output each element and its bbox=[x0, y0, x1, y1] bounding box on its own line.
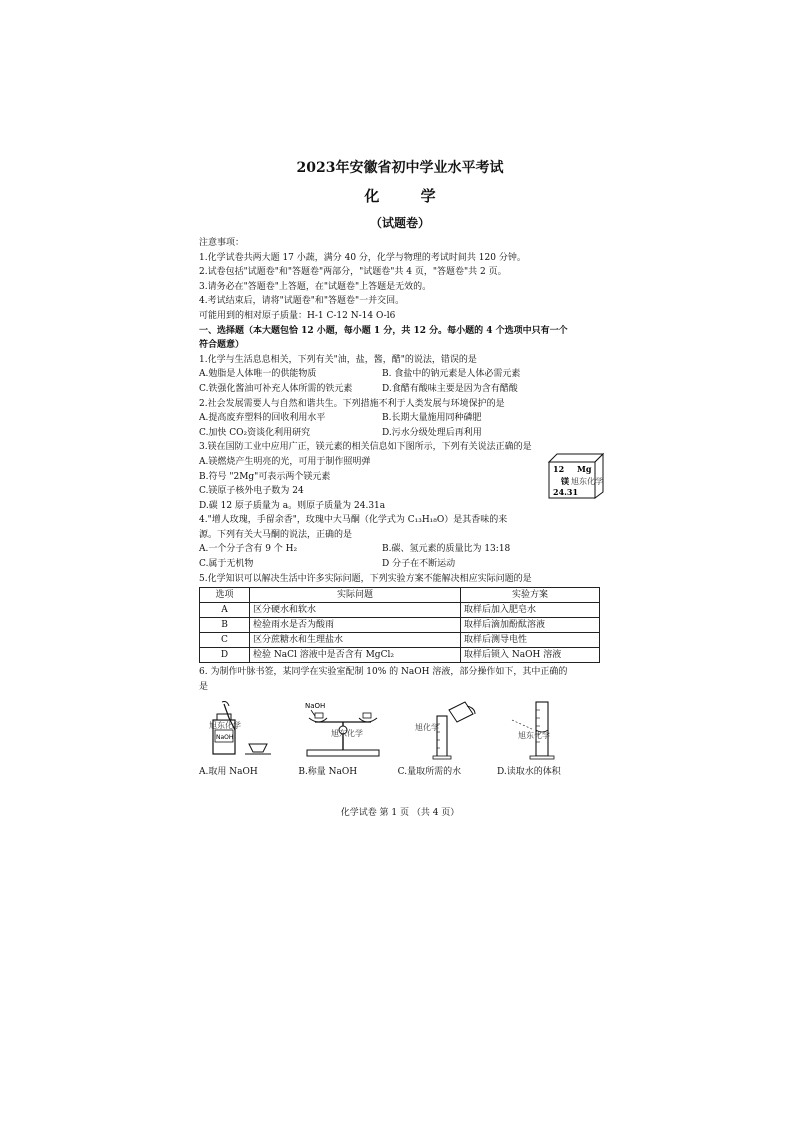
reagent-bottle-figure bbox=[205, 700, 285, 762]
table-cell: D bbox=[200, 648, 250, 663]
atomic-mass-line: 可能用到的相对原子质量：H-1 C-12 N-14 O-l6 bbox=[199, 310, 396, 321]
question-stem-cont: 源。下列有关大马酮的说法，正确的是 bbox=[199, 529, 353, 540]
section-heading-cont: 符合题意） bbox=[199, 340, 245, 351]
watermark: 旭东化学 bbox=[571, 477, 603, 487]
element-mass: 24.31 bbox=[553, 487, 579, 498]
table-cell: 检验 NaCl 溶液中是否含有 MgCl₂ bbox=[250, 648, 461, 663]
table-row bbox=[200, 603, 600, 618]
question-3 bbox=[199, 440, 601, 513]
figure-caption: C.量取所需的水 bbox=[397, 767, 462, 778]
element-symbol: Mg bbox=[577, 464, 592, 475]
question-4 bbox=[199, 513, 601, 571]
table-cell: 取样后锁入 NaOH 溶液 bbox=[461, 648, 600, 663]
figure-b bbox=[298, 700, 390, 779]
table-row bbox=[200, 618, 600, 633]
option-d: D.污水分级处理后再利用 bbox=[382, 427, 482, 438]
figure-a bbox=[199, 700, 291, 779]
watermark: 旭东化学 bbox=[331, 729, 364, 739]
question-stem: 3.镁在国防工业中应用广正，镁元素的相关信息如下图所示，下列有关说法正确的是 bbox=[199, 442, 532, 453]
paper-type: （试题卷） bbox=[369, 216, 430, 230]
option-a: A.镁燃烧产生明亮的光，可用于制作照明弹 bbox=[199, 456, 371, 467]
table-header: 选项 bbox=[200, 588, 250, 603]
exam-title: 2023年安徽省初中学业水平考试 bbox=[296, 160, 504, 176]
note-item: 3.请务必在"答题卷"上答题，在"试题卷"上答题是无效的。 bbox=[199, 281, 432, 292]
table-cell: 取样后滴加酚酞溶液 bbox=[461, 618, 600, 633]
question-5 bbox=[199, 572, 601, 664]
table-cell: A bbox=[200, 603, 250, 618]
question-stem-cont: 是 bbox=[199, 681, 209, 692]
figure-d bbox=[497, 700, 589, 779]
notes-section bbox=[199, 236, 601, 324]
figure-caption: A.取用 NaOH bbox=[199, 767, 258, 778]
note-item: 4.考试结束后，请将"试题卷"和"答题卷"一并交回。 bbox=[199, 296, 405, 307]
table-row bbox=[200, 633, 600, 648]
pouring-figure bbox=[409, 700, 479, 762]
exam-page bbox=[199, 158, 601, 818]
question-stem: 4."增人玫瑰，手留余香"，玫瑰中大马酮（化学式为 C₁₃H₁₈O）是其香味的来 bbox=[199, 515, 508, 526]
question-2 bbox=[199, 397, 601, 441]
option-d: D.碳 12 原子质量为 a。则原子质量为 24.31a bbox=[199, 500, 386, 511]
watermark: 旭化学 bbox=[414, 723, 439, 733]
question-stem: 2.社会发展需要人与自然和谐共生。下列措施不利于人类发展与环境保护的是 bbox=[199, 398, 505, 409]
bottle-label: NaOH bbox=[216, 734, 234, 742]
option-b: B.碳、氢元素的质量比为 13:18 bbox=[382, 544, 511, 555]
element-name: 镁 bbox=[561, 477, 569, 487]
subject-title: 化 学 bbox=[364, 187, 454, 205]
option-a: A.一个分子含有 9 个 H₂ bbox=[199, 544, 298, 555]
option-b: B. 食盐中的钠元素是人体必需元素 bbox=[382, 369, 521, 380]
question-1 bbox=[199, 353, 601, 397]
option-c: C.铁强化酱油可补充人体所需的铁元素 bbox=[199, 383, 353, 394]
table-header: 实验方案 bbox=[461, 588, 600, 603]
table-cell: 区分蔗糖水和生理盐水 bbox=[250, 633, 461, 648]
question-stem: 6. 为制作叶脉书签，某同学在实验室配制 10% 的 NaOH 溶液，部分操作如下，其中正确的 bbox=[199, 667, 568, 678]
experiment-table bbox=[199, 587, 600, 663]
option-c: C.属于无机物 bbox=[199, 559, 254, 570]
figure-caption: D.读取水的体积 bbox=[496, 767, 561, 778]
table-cell: 区分硬水和软水 bbox=[250, 603, 461, 618]
balance-figure bbox=[301, 700, 387, 762]
option-c: C.镁原子核外电子数为 24 bbox=[199, 486, 304, 497]
note-item: 2.试卷包括"试题卷"和"答题卷"两部分，"试题卷"共 4 页，"答题卷"共 2 页。 bbox=[199, 267, 507, 278]
watermark: 旭东化学 bbox=[517, 731, 550, 741]
question-6 bbox=[199, 665, 601, 779]
notes-heading: 注意事项： bbox=[199, 238, 245, 248]
table-header-row bbox=[200, 588, 600, 603]
note-item: 1.化学试卷共两大题 17 小蔬，满分 40 分，化学与物理的考试时间共 120 分钟。 bbox=[199, 252, 526, 263]
option-a: A.提高废弃塑料的回收利用水平 bbox=[199, 413, 326, 424]
watermark: 旭东化学 bbox=[209, 721, 241, 731]
figure-caption: B.称量 NaOH bbox=[298, 767, 358, 778]
element-cell-magnesium bbox=[547, 452, 605, 500]
option-c: C.加快 CO₂资谈化利用研究 bbox=[199, 427, 311, 438]
section-heading: 一、选择题（本大题包恰 12 小题，每小题 1 分，共 12 分。每小题的 4 个选项中只有一个 bbox=[199, 325, 568, 336]
option-b: B.长期大量施用同种磷肥 bbox=[382, 413, 482, 424]
element-number: 12 bbox=[553, 464, 565, 475]
table-row bbox=[200, 648, 600, 663]
option-b: B.符号 "2Mg"可表示两个镁元素 bbox=[199, 471, 331, 482]
page-footer: 化学试卷 第 1 页 （共 4 页） bbox=[340, 808, 460, 819]
table-cell: B bbox=[200, 618, 250, 633]
graduated-cylinder-figure bbox=[508, 700, 578, 762]
option-d: D 分子在不断运动 bbox=[382, 559, 456, 570]
option-d: D.食醋有酸味主要是因为含有醋酸 bbox=[382, 383, 518, 394]
table-header: 实际问题 bbox=[250, 588, 461, 603]
option-a: A.勉脂是人体唯一的供能物质 bbox=[199, 369, 317, 380]
question-stem: 5.化学知识可以解决生活中许多实际问题，下列实验方案不能解决相应实际问题的是 bbox=[199, 573, 532, 584]
table-cell: 取样后加入肥皂水 bbox=[461, 603, 600, 618]
figure-row bbox=[199, 700, 589, 779]
table-cell: 检验雨水是否为酸雨 bbox=[250, 618, 461, 633]
figure-c bbox=[398, 700, 490, 779]
table-cell: C bbox=[200, 633, 250, 648]
question-stem: 1.化学与生活息息相关，下列有关"油，盐，酱，醋"的说法，错误的是 bbox=[199, 354, 477, 365]
table-cell: 取样后测导电性 bbox=[461, 633, 600, 648]
weight-label: NaOH bbox=[305, 702, 326, 711]
